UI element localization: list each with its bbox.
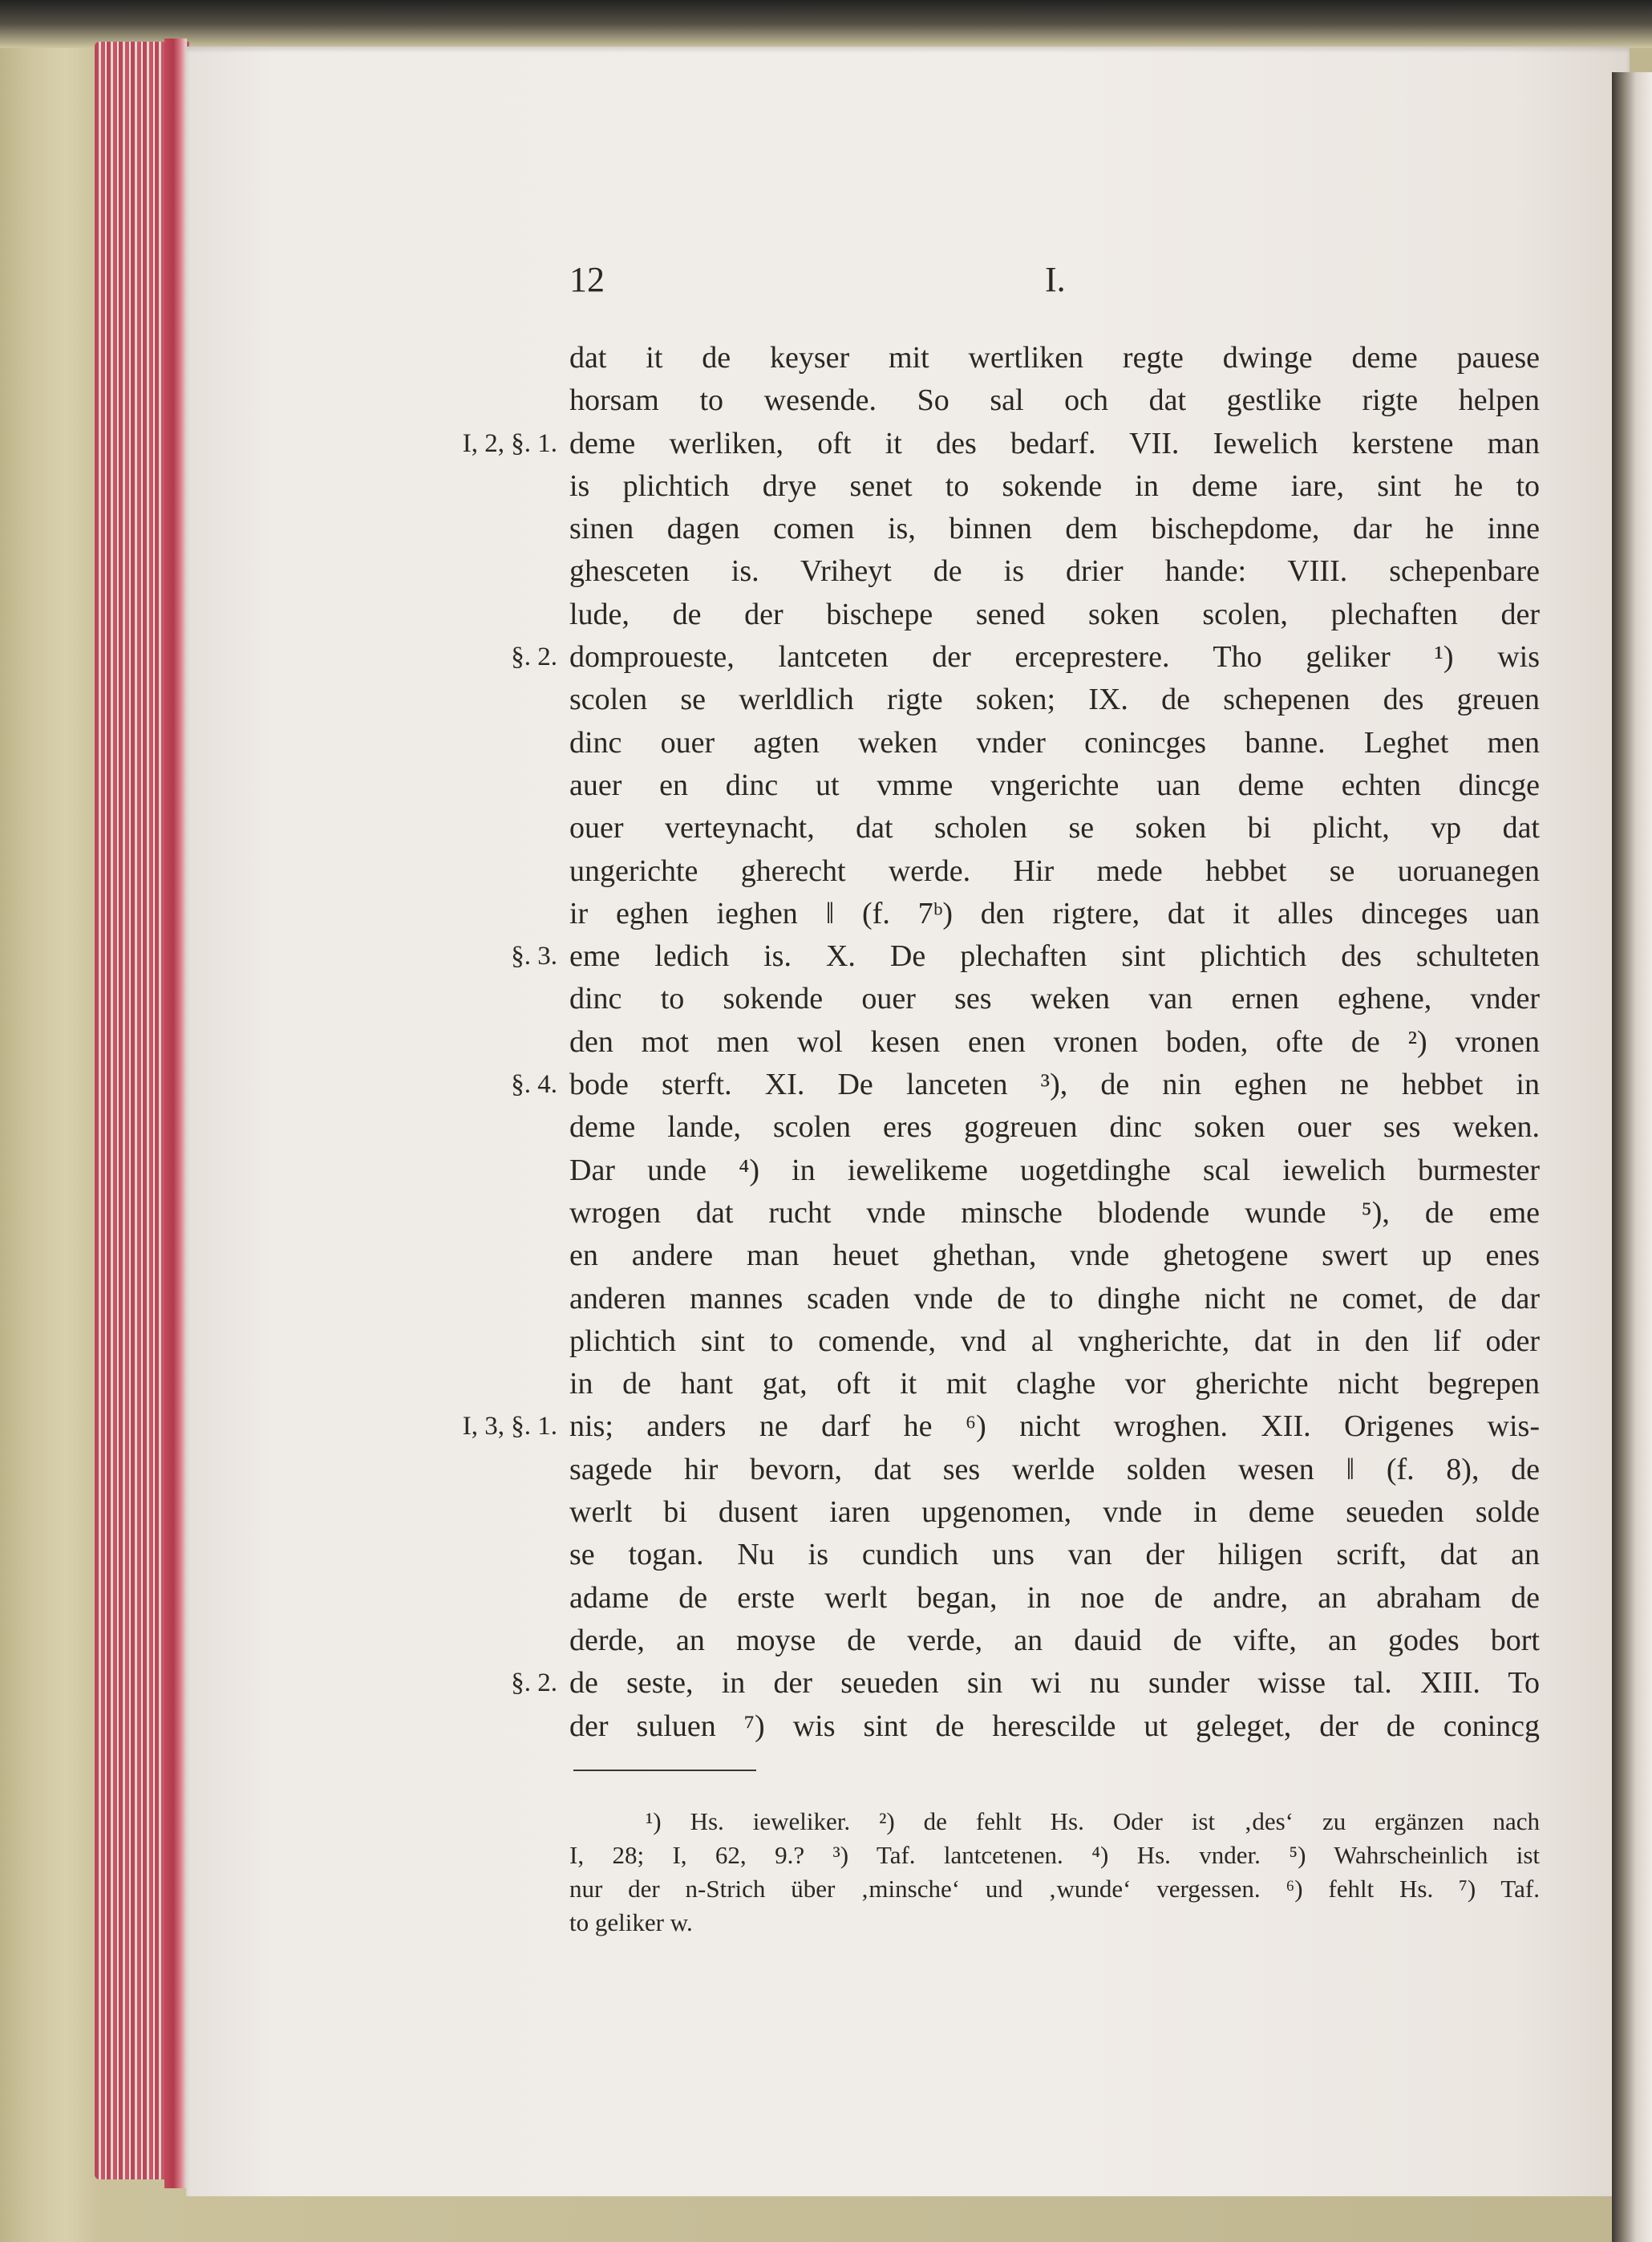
line-text: de seste, in der seueden sin wi nu sunder wisse tal. XIII. To — [569, 1666, 1540, 1701]
text-line — [462, 1405, 1540, 1448]
text-line — [511, 1662, 1540, 1705]
text-line — [569, 679, 1540, 721]
text-line — [569, 893, 1540, 935]
text-line — [569, 465, 1540, 508]
text-line — [569, 978, 1540, 1020]
line-text: dat it de keyser mit wertliken regte dwinge deme pauese — [569, 341, 1540, 375]
text-line — [569, 1363, 1540, 1405]
footnote-line — [569, 1906, 1540, 1940]
text-line — [569, 1449, 1540, 1491]
line-text: deme lande, scolen eres gogreuen dinc soken ouer ses weken. — [569, 1110, 1540, 1145]
line-text: ghesceten is. Vriheyt de is drier hande: VIII. schepenbare — [569, 554, 1540, 589]
footnote-rule — [573, 1770, 756, 1771]
line-text: ouer verteynacht, dat scholen se soken bi plicht, vp dat — [569, 811, 1540, 845]
text-line — [569, 1534, 1540, 1576]
line-text: derde, an moyse de verde, an dauid de vifte, an godes bort — [569, 1623, 1540, 1657]
line-text: werlt bi dusent iaren upgenomen, vnde in deme seueden solde — [569, 1495, 1540, 1530]
footnote-text: to geliker w. — [569, 1908, 693, 1936]
running-head: I. — [1045, 260, 1066, 299]
margin-reference: I, 3, §. 1. — [462, 1412, 557, 1441]
text-line — [511, 935, 1540, 978]
text-line — [569, 379, 1540, 422]
right-gutter — [1612, 72, 1652, 2242]
line-text: anderen mannes scaden vnde de to dinghe nicht ne comet, de dar — [569, 1281, 1540, 1316]
text-line — [569, 722, 1540, 764]
footnote-text: I, 28; I, 62, 9.? ³) Taf. lantcetenen. ⁴) Hs. vnder. ⁵) Wahrscheinlich ist — [569, 1841, 1540, 1869]
text-line — [462, 423, 1540, 465]
text-line — [569, 1320, 1540, 1363]
text-line — [569, 1491, 1540, 1534]
line-text: horsam to wesende. So sal och dat gestlike rigte helpen — [569, 383, 1540, 418]
line-text: is plichtich drye senet to sokende in deme iare, sint he to — [569, 468, 1540, 503]
line-text: dinc to sokende ouer ses weken van ernen eghene, vnder — [569, 982, 1540, 1016]
line-text: ir eghen ieghen ‖ (f. 7ᵇ) den rigtere, dat it alles dinceges uan — [569, 896, 1540, 930]
line-text: eme ledich is. X. De plechaften sint plichtich des schulteten — [569, 939, 1540, 974]
text-line — [569, 1705, 1540, 1748]
line-text: wrogen dat rucht vnde minsche blodende wunde ⁵), de eme — [569, 1195, 1540, 1230]
line-text: den mot men wol kesen enen vronen boden, ofte de ²) vronen — [569, 1024, 1540, 1059]
margin-reference: §. 3. — [511, 942, 557, 971]
text-line — [511, 636, 1540, 679]
text-line — [569, 1235, 1540, 1277]
line-text: en andere man heuet ghethan, vnde ghetogene swert up enes — [569, 1239, 1540, 1273]
text-line — [569, 508, 1540, 550]
line-text: scolen se werldlich rigte soken; IX. de schepenen des greuen — [569, 683, 1540, 717]
line-text: se togan. Nu is cundich uns van der hiligen scrift, dat an — [569, 1538, 1540, 1572]
footnote-line — [569, 1872, 1540, 1906]
text-line — [511, 1064, 1540, 1106]
footnote-text: nur der n-Strich über ‚minsche‘ und ‚wunde‘ vergessen. ⁶) fehlt Hs. ⁷) Taf. — [569, 1875, 1540, 1903]
line-text: nis; anders ne darf he ⁶) nicht wroghen. XII. Origenes wis- — [569, 1409, 1540, 1444]
text-line — [569, 550, 1540, 593]
line-text: sinen dagen comen is, binnen dem bischepdome, dar he inne — [569, 512, 1540, 546]
margin-reference: §. 4. — [511, 1070, 557, 1100]
footnote-text: ¹) Hs. ieweliker. ²) de fehlt Hs. Oder ist ‚des‘ zu ergänzen nach — [646, 1807, 1540, 1835]
page-edge-strip — [164, 39, 187, 2188]
margin-reference: §. 2. — [511, 1668, 557, 1698]
text-line — [569, 807, 1540, 849]
text-line — [569, 764, 1540, 807]
line-text: deme werliken, oft it des bedarf. VII. Iewelich kerstene man — [569, 426, 1540, 460]
text-line — [569, 1106, 1540, 1149]
text-line — [569, 1577, 1540, 1620]
footnote-line — [569, 1805, 1540, 1839]
line-text: bode sterft. XI. De lanceten ³), de nin eghen ne hebbet in — [569, 1068, 1540, 1102]
margin-reference: I, 2, §. 1. — [462, 428, 557, 458]
line-text: dinc ouer agten weken vnder conincges banne. Leghet men — [569, 725, 1540, 760]
line-text: lude, de der bischepe sened soken scolen, plechaften der — [569, 597, 1540, 631]
line-text: plichtich sint to comende, vnd al vngherichte, dat in den lif oder — [569, 1324, 1540, 1358]
text-line — [569, 1192, 1540, 1235]
line-text: sagede hir bevorn, dat ses werlde solden wesen ‖ (f. 8), de — [569, 1452, 1540, 1486]
line-text: ungerichte gherecht werde. Hir mede hebbet se uoruanegen — [569, 853, 1540, 888]
line-text: domproueste, lantceten der erceprestere. Tho geliker ¹) wis — [569, 640, 1540, 675]
text-line — [569, 1149, 1540, 1192]
footnotes — [569, 1805, 1540, 1940]
text-line — [569, 1278, 1540, 1320]
text-line — [569, 337, 1540, 379]
line-text: adame de erste werlt began, in noe de andre, an abraham de — [569, 1580, 1540, 1615]
text-line — [569, 594, 1540, 636]
line-text: Dar unde ⁴) in iewelikeme uogetdinghe scal iewelich burmester — [569, 1153, 1540, 1187]
cover-top-edge — [0, 0, 1652, 48]
main-text — [462, 337, 1540, 1748]
footnote-line — [569, 1839, 1540, 1872]
line-text: in de hant gat, oft it mit claghe vor gherichte nicht begrepen — [569, 1367, 1540, 1401]
page-number: 12 — [569, 260, 605, 299]
line-text: auer en dinc ut vmme vngerichte uan deme echten dincge — [569, 768, 1540, 802]
line-text: der suluen ⁷) wis sint de herescilde ut geleget, der de conincg — [569, 1709, 1540, 1743]
margin-reference: §. 2. — [511, 643, 557, 672]
text-line — [569, 850, 1540, 893]
text-line — [569, 1620, 1540, 1662]
text-line — [569, 1021, 1540, 1064]
